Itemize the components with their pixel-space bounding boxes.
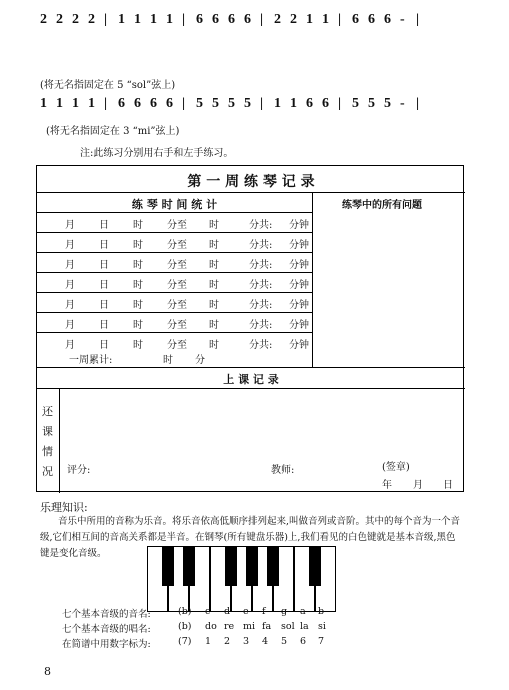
practice-row-cell: 时: [133, 240, 143, 251]
score-2-note: 1: [40, 96, 47, 111]
practice-row-cell: 分至: [167, 300, 187, 311]
solfege-cell: fa: [262, 621, 272, 632]
numbers-cell: 6: [300, 636, 307, 647]
weekly-total-minute: 分: [195, 355, 205, 366]
score-1-barline: |: [182, 12, 186, 27]
score-2-note: 5: [244, 96, 251, 111]
score-2-note: 6: [166, 96, 173, 111]
practice-row-cell: 月: [65, 260, 75, 271]
score-1-note: 6: [196, 12, 203, 27]
theory-heading: 乐理知识:: [40, 501, 88, 514]
score-1-note: 6: [384, 12, 391, 27]
score-1-note: -: [400, 12, 405, 27]
solfege-cell: (b): [178, 621, 192, 632]
score-1-note: 1: [150, 12, 157, 27]
practice-row-cell: 时: [209, 340, 219, 351]
weekly-total-hour: 时: [163, 355, 173, 366]
practice-row-cell: 时: [133, 340, 143, 351]
score-1-note: 2: [40, 12, 47, 27]
weekly-practice-record: [36, 165, 464, 492]
score-2-note: 6: [306, 96, 313, 111]
practice-note: 注:此练习分别用右手和左手练习。: [80, 148, 234, 159]
solfege-cell: sol: [281, 621, 295, 632]
practice-row-cell: 月: [65, 300, 75, 311]
practice-row-cell: 分钟: [289, 240, 309, 251]
practice-row-cell: 日: [99, 320, 109, 331]
score-2-note: 6: [118, 96, 125, 111]
practice-row-cell: 时: [133, 280, 143, 291]
practice-row: [37, 272, 309, 292]
score-2-note: 1: [274, 96, 281, 111]
solfege-cell: re: [224, 621, 235, 632]
practice-row-cell: 时: [133, 320, 143, 331]
numbers-cell: 7: [318, 636, 325, 647]
practice-row-cell: 月: [65, 320, 75, 331]
practice-row-cell: 日: [99, 220, 109, 231]
score-line-1: [40, 2, 480, 34]
score-1-note: 2: [56, 12, 63, 27]
score-2-note: 1: [72, 96, 79, 111]
score-1-note: 6: [368, 12, 375, 27]
names-cell: d: [224, 606, 231, 617]
label-note-names: 七个基本音级的音名:: [62, 609, 151, 620]
score-label: 评分:: [67, 465, 91, 476]
score-2-note: 1: [56, 96, 63, 111]
sign-label: (签章): [382, 462, 410, 473]
score-1-note: 1: [166, 12, 173, 27]
score-2-barline: |: [182, 96, 186, 111]
date-year: 年: [382, 480, 392, 491]
practice-row: [37, 332, 309, 352]
score-1-note: 6: [352, 12, 359, 27]
practice-row-cell: 日: [99, 340, 109, 351]
practice-row-cell: 分共:: [249, 220, 273, 231]
practice-row-cell: 分至: [167, 340, 187, 351]
practice-row-cell: 时: [133, 300, 143, 311]
practice-row: [37, 232, 309, 252]
practice-row-cell: 月: [65, 280, 75, 291]
practice-row: [37, 292, 309, 312]
score-2-note: 5: [212, 96, 219, 111]
score-2-barline: |: [416, 96, 420, 111]
practice-row-cell: 日: [99, 260, 109, 271]
names-cell: a: [300, 606, 306, 617]
score-2-note: -: [400, 96, 405, 111]
score-1-barline: |: [260, 12, 264, 27]
practice-row: [37, 212, 309, 232]
score-2-barline: |: [104, 96, 108, 111]
score-1-barline: |: [416, 12, 420, 27]
numbers-cell: 5: [281, 636, 288, 647]
score-1-note: 2: [290, 12, 297, 27]
practice-row-cell: 月: [65, 220, 75, 231]
numbers-cell: 1: [205, 636, 212, 647]
score-2-note: 1: [290, 96, 297, 111]
solfege-cell: mi: [243, 621, 256, 632]
score-line-2: [40, 86, 480, 118]
score-1-note: 2: [72, 12, 79, 27]
score-1-barline: |: [104, 12, 108, 27]
practice-row-cell: 时: [209, 220, 219, 231]
practice-row-cell: 分共:: [249, 240, 273, 251]
score-1-note: 6: [244, 12, 251, 27]
score-1-barline: |: [338, 12, 342, 27]
practice-row-cell: 日: [99, 300, 109, 311]
names-cell: g: [281, 606, 288, 617]
score-2-note: 5: [196, 96, 203, 111]
score-1-note: 2: [274, 12, 281, 27]
score-2-barline: |: [338, 96, 342, 111]
date-day: 日: [443, 480, 453, 491]
practice-row-cell: 分共:: [249, 300, 273, 311]
solfege-cell: si: [318, 621, 326, 632]
practice-row-cell: 分钟: [289, 340, 309, 351]
date-month: 月: [413, 480, 423, 491]
practice-row-cell: 时: [209, 280, 219, 291]
weekly-total-label: 一周累计:: [69, 355, 113, 366]
practice-row-cell: 时: [209, 260, 219, 271]
score-caption-1: (将无名指固定在 5 “sol”弦上): [40, 80, 176, 91]
practice-row-cell: 分钟: [289, 320, 309, 331]
practice-row: [37, 252, 309, 272]
score-2-note: 6: [134, 96, 141, 111]
practice-row-cell: 日: [99, 280, 109, 291]
record-title: 第 一 周 练 琴 记 录: [187, 174, 315, 190]
score-2-note: 1: [88, 96, 95, 111]
score-1-note: 1: [306, 12, 313, 27]
score-1-note: 1: [134, 12, 141, 27]
names-cell: e: [243, 606, 249, 617]
practice-row-cell: 分钟: [289, 220, 309, 231]
practice-row-cell: 时: [133, 260, 143, 271]
score-2-barline: |: [260, 96, 264, 111]
names-cell: f: [262, 606, 266, 617]
score-2-note: 6: [322, 96, 329, 111]
score-1-note: 2: [88, 12, 95, 27]
practice-row-cell: 时: [209, 320, 219, 331]
practice-row-cell: 月: [65, 340, 75, 351]
score-2-note: 6: [150, 96, 157, 111]
practice-row-cell: 分至: [167, 220, 187, 231]
practice-row-cell: 分至: [167, 280, 187, 291]
names-cell: c: [205, 606, 211, 617]
piano-keyboard: [147, 546, 336, 612]
practice-row-cell: 分共:: [249, 280, 273, 291]
lesson-record-header: 上 课 记 录: [223, 373, 279, 386]
practice-row-cell: 月: [65, 240, 75, 251]
practice-row-cell: 分共:: [249, 320, 273, 331]
numbers-cell: 2: [224, 636, 231, 647]
practice-row-cell: 时: [133, 220, 143, 231]
score-1-note: 1: [322, 12, 329, 27]
practice-row-cell: 分至: [167, 320, 187, 331]
score-2-note: 5: [368, 96, 375, 111]
practice-row-cell: 分至: [167, 240, 187, 251]
label-numbers: 在简谱中用数字标为:: [62, 639, 151, 650]
practice-row-cell: 分钟: [289, 260, 309, 271]
score-1-note: 6: [228, 12, 235, 27]
issues-header: 练琴中的所有问题: [342, 200, 422, 211]
practice-row-cell: 分钟: [289, 300, 309, 311]
practice-row-cell: 分至: [167, 260, 187, 271]
names-cell: (b): [178, 606, 192, 617]
practice-row-cell: 时: [209, 240, 219, 251]
practice-row-cell: 日: [99, 240, 109, 251]
score-2-note: 5: [352, 96, 359, 111]
teacher-label: 教师:: [271, 465, 295, 476]
practice-row-cell: 分共:: [249, 340, 273, 351]
solfege-cell: do: [205, 621, 217, 632]
score-2-note: 5: [228, 96, 235, 111]
score-1-note: 1: [118, 12, 125, 27]
page-number: 8: [44, 665, 51, 678]
numbers-cell: 4: [262, 636, 269, 647]
score-2-note: 5: [384, 96, 391, 111]
score-1-note: 6: [212, 12, 219, 27]
score-caption-2: (将无名指固定在 3 “mi”弦上): [46, 126, 180, 137]
return-label: 还 课 情 况: [42, 405, 53, 478]
practice-row-cell: 分共:: [249, 260, 273, 271]
numbers-cell: 3: [243, 636, 250, 647]
time-stats-header: 练 琴 时 间 统 计: [131, 198, 218, 211]
label-solfege: 七个基本音级的唱名:: [62, 624, 151, 635]
theory-paragraph: 音乐中所用的音称为乐音。将乐音依高低顺序排列起来,叫做音列或音阶。其中的每个音为一个音级,它们相互间的音高关系都是半音。在钢琴(所有键盘乐器)上,我们看见的白色键就是基本音级,黑色键是变化音级。: [40, 516, 461, 559]
solfege-cell: la: [300, 621, 309, 632]
names-cell: b: [318, 606, 325, 617]
practice-row-cell: 分钟: [289, 280, 309, 291]
practice-row-cell: 时: [209, 300, 219, 311]
practice-row: [37, 312, 309, 332]
numbers-cell: (7): [178, 636, 192, 647]
